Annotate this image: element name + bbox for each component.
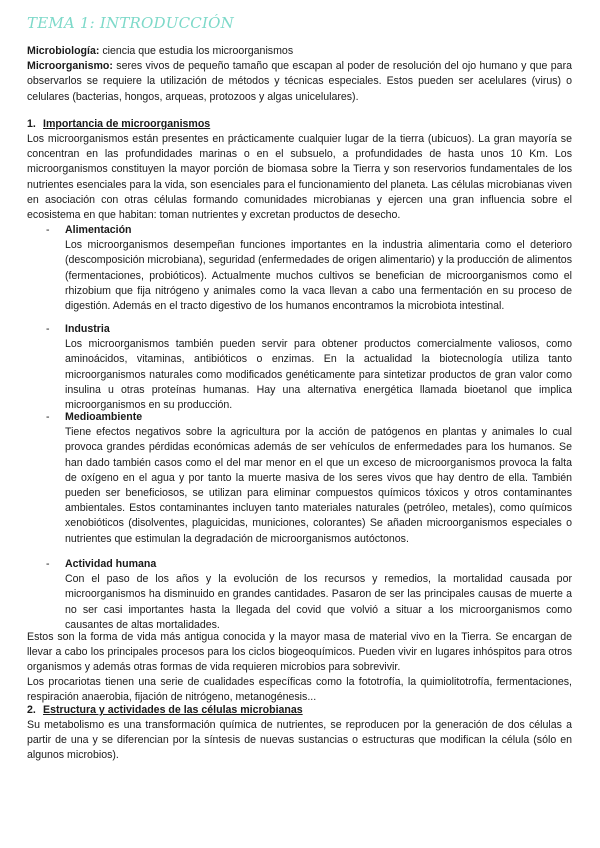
definition-text: ciencia que estudia los microorganismos xyxy=(99,45,294,57)
section-number: 1. xyxy=(27,118,36,130)
list-item-heading: Industria xyxy=(65,323,110,335)
section-1-outro-procariotas: Los procariotas tienen una serie de cualidades específicas como la fototrofía, la quimiolitotrofía, fermentaciones, respiración anaerobia, fijación de nitrógeno, metanogénesis... xyxy=(27,676,572,704)
definitions xyxy=(27,44,572,105)
bullet: - xyxy=(46,558,50,570)
list-item-text: Los microorganismos también pueden servir para obtener productos comercialmente valiosos, como aminoácidos, vitaminas, antibióticos o enzimas. En la actualidad la biotecnología utiliza tanto microorganismos naturales como modificados genéticamente para sintetizar productos de gran valor como insulina u otras proteínas humanas. Hay una alternativa energética llamada bioetanol que implica microorganismos en su producción. xyxy=(65,338,572,411)
definition-microbiologia xyxy=(27,44,572,59)
section-2-heading xyxy=(27,703,303,718)
page-title: TEMA 1: INTRODUCCIÓN xyxy=(27,14,234,32)
bullet: - xyxy=(46,323,50,335)
section-1-heading xyxy=(27,117,210,132)
list-item-heading: Medioambiente xyxy=(65,411,143,423)
section-2-text: Su metabolismo es una transformación química de nutrientes, se reproducen por la generación de dos células a partir de una y se diferencian por la síntesis de nuevas sustancias o estructuras que modifican la célula (sólo en algunos microbios). xyxy=(27,719,572,762)
section-number: 2. xyxy=(27,704,36,716)
list-item-text: Tiene efectos negativos sobre la agricultura por la acción de patógenos en plantas y animales lo cual provoca grandes pérdidas económicas además de ser vehículos de enfermedades para los humanos. Se han dado también casos como el del mar menor en el que un exceso de microorganismos provoca la falta de oxígeno en el agua y por tanto la muerte masiva de los seres vivos que hay dentro de ella. También pueden ser beneficiosos, se utilizan para eliminar compuestos químicos tóxicos y otros contaminantes ambientales. Estos contaminantes incluyen tanto materiales naturales (petróleo, metales), como químicos xenobióticos (disolventes, plaguicidas, municiones, colorantes) Se añaden microorganismos especiales o nutrientes que estimulan la degradación de microorganismos autóctonos. xyxy=(65,426,572,545)
section-title: Importancia de microorganismos xyxy=(43,118,211,130)
bullet: - xyxy=(46,411,50,423)
definition-term: Microbiología: xyxy=(27,45,100,57)
list-item-text: Los microorganismos desempeñan funciones importantes en la industria alimentaria como el deterioro (descomposición microbiana), seguridad (enfermedades de origen alimentario) y la producción de alimentos (fermentaciones, probióticos). Actualmente muchos cultivos se benefician de microorganismos como el rhizobium que fija nitrógeno y animales como la vaca llevan a cabo una fermentación en su proceso de digestión. Además en el tracto digestivo de los humanos encontramos la microbiota intestinal. xyxy=(65,239,572,312)
section-title: Estructura y actividades de las células microbianas xyxy=(43,704,303,716)
list-item-heading: Alimentación xyxy=(65,224,132,236)
bullet: - xyxy=(46,224,50,236)
list-item-heading: Actividad humana xyxy=(65,558,157,570)
definition-term: Microorganismo: xyxy=(27,60,113,73)
definition-microorganismo xyxy=(27,59,572,105)
section-1-outro: Estos son la forma de vida más antigua conocida y la mayor masa de material vivo en la Tierra. Se encargan de llevar a cabo los principales procesos para los ciclos biogeoquímicos. Pueden vivir en lugares inhóspitos para otros organismos y además otras formas de vida requieren microbios para sobrevivir. xyxy=(27,631,572,674)
section-1-intro: Los microorganismos están presentes en prácticamente cualquier lugar de la tierra (ubicuos). La gran mayoría se concentran en las profundidades marinas o en el subsuelo, a profundidades de hasta unos 10 Km. Los microorganismos constituyen la mayor porción de biomasa sobre la Tierra y son reservorios fundamentales de los nutrientes esenciales para la vida, son esenciales para el funcionamiento del planeta. Las células microbianas viven en asociación con otras células formando comunidades microbianas y ejercen una gran influencia sobre el ecosistema en que habitan: toman nutrientes y excretan productos de desecho. xyxy=(27,133,572,222)
list-item-text: Con el paso de los años y la evolución de los recursos y remedios, la mortalidad causada por microorganismos ha disminuido en grandes cantidades. Pasaron de ser las principales causas de muerte a no ser casi importantes hasta la llegada del covid que volvió a situar a los microorganismos como causantes de altas mortalidades. xyxy=(65,573,572,631)
definition-text: seres vivos de pequeño tamaño que escapan al poder de resolución del ojo humano y que para observarlos se requiere la utilización de métodos y técnicas especiales. Estos pueden ser acelulares (virus) o celulares (bacterias, hongos, arqueas, protozoos y algas unicelulares). xyxy=(27,60,572,103)
